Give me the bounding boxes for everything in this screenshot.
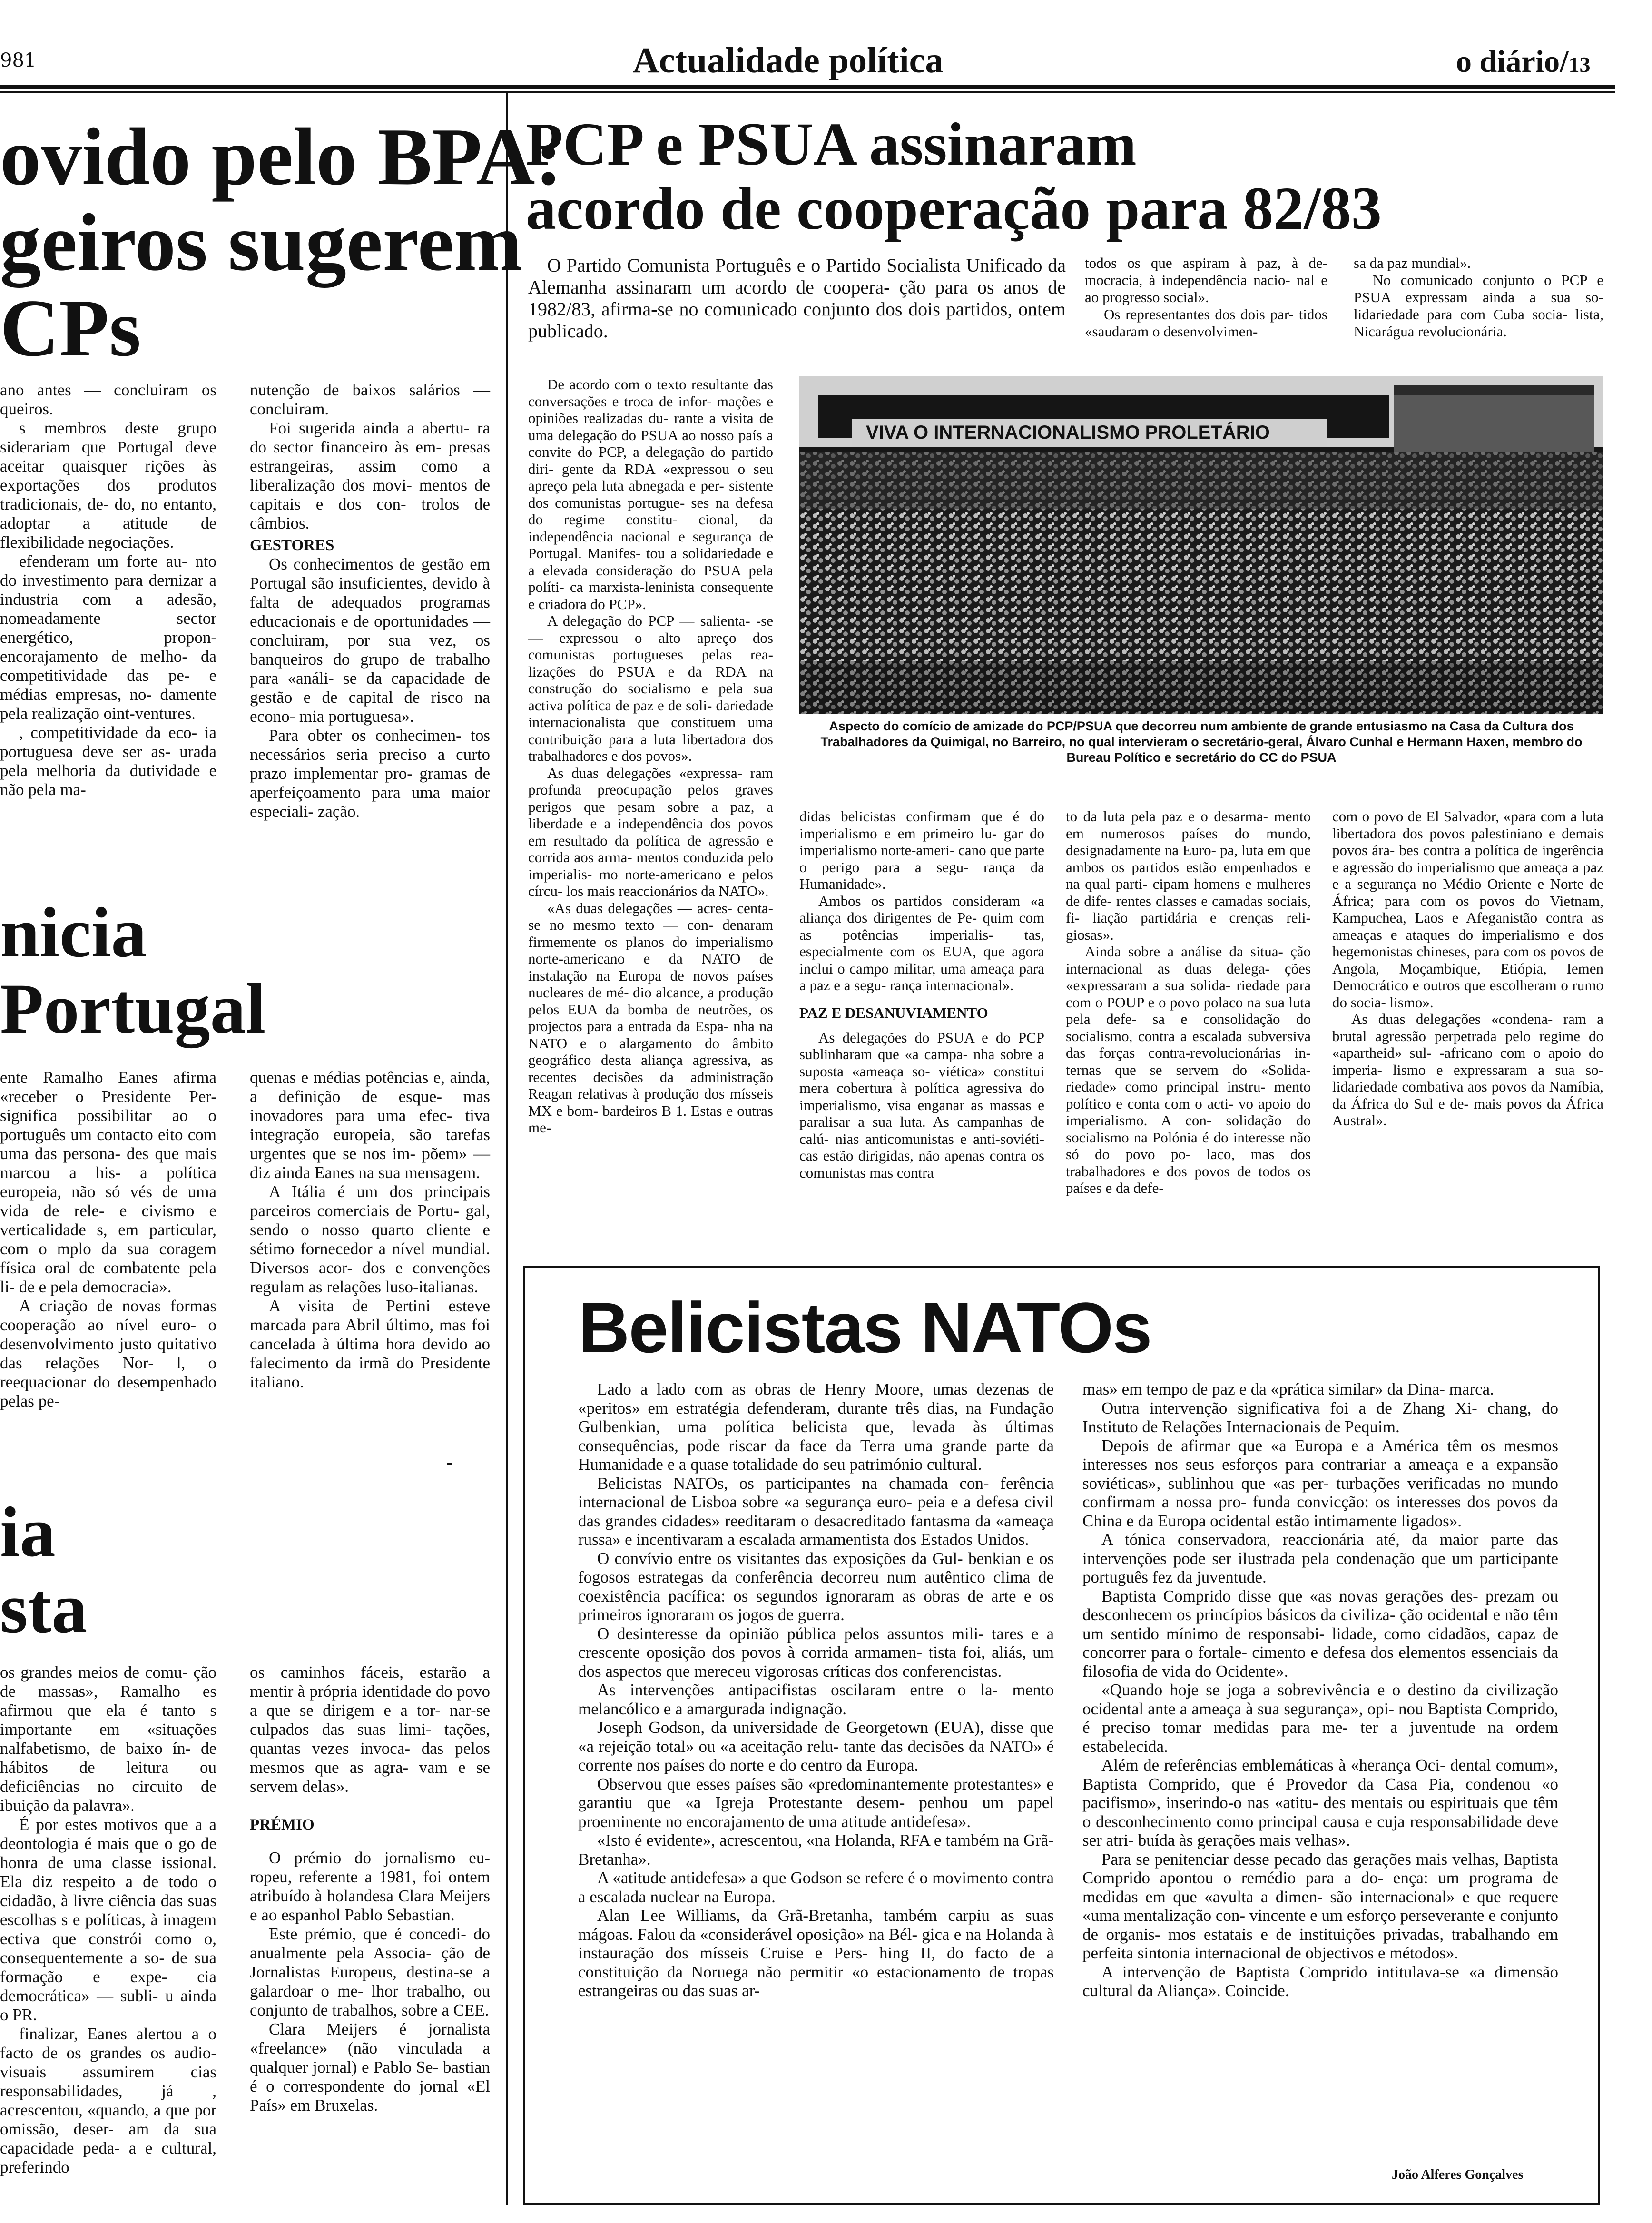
paragraph: De acordo com o texto resultante das conversações e troca de infor- mações e opiniões realizadas du- rante a visita de uma delegação do PSUA ao nosso país a convite do PCP, a delegação do partido diri- gente da RDA «expressou o seu apreço pela luta abnegada e per- sistente dos comunistas portugue- ses na defesa do regime constitu- cional, da independência nacional e segurança de Portugal. Manifes- tou a solidariedade e a elevada consideração do PSUA pela políti- ca marxista-leninista consequente e criadora do PCP».: [528, 376, 773, 612]
paragraph: sa da paz mundial».: [1354, 255, 1471, 271]
article-end-mark: [447, 1463, 452, 1465]
section-title: Actualidade política: [633, 40, 944, 80]
paragraph: A delegação do PCP — salienta- -se — expressou o alto apreço dos comunistas portugueses pelas rea- lizações do PSUA e da RDA na construção do socialismo e pela sua activa política de paz e de soli- dariedade internacionalista que constituem uma contribuição para a luta libertadora dos trabalhadores e dos povos».: [528, 612, 773, 764]
paragraph: «Isto é evidente», acrescentou, «na Holanda, RFA e também na Grã-Bretanha».: [578, 1831, 1054, 1869]
byline: João Alferes Gonçalves: [1392, 2167, 1524, 2182]
left-top-headline-3: CPs: [0, 283, 141, 374]
paragraph: finalizar, Eanes alertou a o facto de os grandes os audio-visuais assumirem cias responsabilidades, já , acrescentou, «quando, a que por omissão, deser- am da sua capacidade peda- a e cultural, preferindo: [0, 2025, 216, 2176]
subhead-premio: PRÉMIO: [250, 1816, 315, 1833]
paragraph: A tónica conservadora, reaccionária até, da maior parte das intervenções pode ser ilustrada pela condenação que um participante português fez da juventude.: [1082, 1530, 1558, 1586]
paragraph: Joseph Godson, da universidade de Georgetown (EUA), disse que «a rejeição total» ou «a aceitação relu- tante das decisões da NATO» é corrente nos países do norte e do centro da Europa.: [578, 1718, 1054, 1774]
paragraph: Ambos os partidos consideram «a aliança dos dirigentes de Pe- quim com as potências imperialis- tas, especialmente com os EUA, que agora inclui o campo militar, uma ameaça para a paz e a segu- rança internacional».: [799, 892, 1044, 993]
paragraph: «As duas delegações — acres- centa-se no mesmo texto — con- denaram firmemente os planos do imperialismo norte-americano e da NATO de instalação na Europa de novos países nucleares de mé- dio alcance, a produção pelos EUA da bomba de neutrões, os projectos para a entrada da Espa- nha na NATO e o alargamento do âmbito geográfico desta aliança agressiva, as recentes decisões da administração Reagan relativas à produção dos mísseis MX e bom- bardeiros B 1. Estas e outras me-: [528, 899, 773, 1136]
left-top-headline-2: geiros sugerem: [0, 197, 522, 288]
paragraph: A intervenção de Baptista Comprido intitulava-se «a dimensão cultural da Aliança». Coincide.: [1082, 1962, 1558, 2000]
left-bottom-headline-1: ia: [0, 1493, 56, 1572]
paragraph: ano antes — concluiram os queiros.: [0, 381, 216, 418]
paragraph: As duas delegações «condena- ram a brutal agressão perpetrada pelo regime do «apartheid» sul- -africano com o apoio do imperia- lismo e expressaram a sua so- lidariedade combativa aos povos da Namíbia, da África do Sul e de- mais povos da África Austral».: [1332, 1011, 1603, 1129]
paragraph: Os conhecimentos de gestão em Portugal são insuficientes, devido à falta de adequados programas educacionais e de oportunidades — concluiram, por sua vez, os banqueiros do grupo de trabalho para «análi- se da capacidade de gestão e de capital de risco na econo- mia portuguesa».: [250, 555, 490, 726]
rally-photo: [799, 376, 1603, 714]
paragraph: mas» em tempo de paz e da «prática similar» da Dina- marca.: [1082, 1380, 1494, 1398]
paragraph: As duas delegações «expressa- ram profunda preocupação pelos graves perigos que pesam sobre a paz, a liberdade e a independência dos povos em resultado da política de agressão e corrida aos arma- mentos conduzida pelo imperialis- mo norte-americano e pelos círcu- los mais reaccionários da NATO».: [528, 764, 773, 899]
lead-paragraph: O Partido Comunista Português e o Partido Socialista Unificado da Alemanha assinaram um acordo de coopera- ção para os anos de 1982/83, afirma-se no comunicado conjunto dos dois partidos, ontem publicado.: [528, 255, 1066, 342]
paragraph: Outra intervenção significativa foi a de Zhang Xi- chang, do Instituto de Relações Internacionais de Pequim.: [1082, 1398, 1558, 1436]
photo-caption: Aspecto do comício de amizade do PCP/PSUA que decorreu num ambiente de grande entusiasmo na Casa da Cultura dos Trabalhadores da Quimigal, no Barreiro, no qual intervieram o secretário-geral, Álvaro Cunhal e Hermann Haxen, membro do Bureau Político e secretário do CC do PSUA: [820, 719, 1583, 765]
pcp-top-col3: [1085, 255, 1328, 340]
page-separator: /: [1560, 44, 1569, 79]
left-mid-col1: [0, 1068, 216, 1411]
photo-banner-text: VIVA O INTERNACIONALISMO PROLETÁRIO: [866, 422, 1270, 443]
column-divider: [506, 93, 508, 2205]
pcp-headline-2: acordo de cooperação para 82/83: [526, 175, 1382, 242]
pcp-headline-1: PCP e PSUA assinaram: [526, 110, 1137, 178]
masthead-rule: [0, 85, 1615, 89]
left-bottom-col2: [250, 1663, 490, 2115]
paragraph: Lado a lado com as obras de Henry Moore, umas dezenas de «peritos» em estratégia defenderam, durante três dias, na Fundação Gulbenkian, uma política belicista que, levada às últimas consequências, pode riscar da face da Terra uma grande parte da Humanidade e a quase totalidade do seu património cultural.: [578, 1380, 1054, 1474]
pcp-col2: [799, 808, 1044, 1181]
masthead-date: 981: [0, 49, 37, 71]
paragraph: As delegações do PSUA e do PCP sublinharam que «a campa- nha sobre a suposta «ameaça so- viética» constitui mera cobertura à política agressiva do imperialismo, visa enganar as massas e paralisar a sua luta. As campanhas de calú- nias anticomunistas e anti-soviéti- cas estão dirigidas, não apenas contra os comunistas mas contra: [799, 1029, 1044, 1181]
paragraph: quenas e médias potências e, ainda, a definição de esque- mas inovadores para uma efec- tiva integração europeia, são tarefas urgentes que se nos im- põem» — diz ainda Eanes na sua mensagem.: [250, 1068, 490, 1182]
paragraph: Clara Meijers é jornalista «freelance» (não vinculada a qualquer jornal) e Pablo Se- bastian é o correspondente do jornal «El País» em Bruxelas.: [250, 2020, 490, 2115]
paragraph: É por estes motivos que a a deontologia é mais que o go de honra de uma classe issional. Ela diz respeito a de todo o cidadão, à livre ciência das suas escolhas s e políticas, à imagem ectiva que constrói como o, consequentemente a so- de sua formação e expe- cia democrática» — subli- u ainda o PR.: [0, 1815, 216, 2024]
paragraph: ente Ramalho Eanes afirma «receber o Presidente Per- significa possibilitar ao o português um contacto eito com uma das persona- des que mais marcou a his- a política europeia, não só vés de uma vida de rele- e civismo e verticalidade s, em particular, com o mplo da sua coragem física oral de combatente pela li- de e pela democracia».: [0, 1068, 216, 1296]
paragraph: s membros deste grupo siderariam que Portugal deve aceitar quaisquer rições às exportações dos produtos tradicionais, de- do, no entanto, adoptar a atitude de flexibilidade negociações.: [0, 419, 216, 551]
subhead-paz: PAZ E DESANUVIAMENTO: [799, 1004, 988, 1021]
paragraph: Os representantes dos dois par- tidos «saudaram o desenvolvimen-: [1085, 306, 1328, 340]
paragraph: , competitividade da eco- ia portuguesa deve ser as- urada pela melhoria da dutividade e não pela ma-: [0, 723, 216, 799]
left-top-col2: [250, 381, 490, 821]
paragraph: «Quando hoje se joga a sobrevivência e o destino da civilização ocidental ante a ameaça à sua segurança», opi- nou Baptista Comprido, é preciso tomar medidas para me- ter a juventude na ordem estabelecida.: [1082, 1681, 1558, 1756]
left-bottom-col1: [0, 1663, 216, 2177]
rally-crowd-image: [799, 376, 1603, 714]
subhead-gestores: GESTORES: [250, 537, 334, 554]
paragraph: Observou que esses países são «predominantemente protestantes» e garantiu que «a Igreja Protestante desem- penhou um papel proeminente no encorajamento de uma atitude antidefesa».: [578, 1774, 1054, 1831]
left-mid-col2: [250, 1068, 490, 1392]
masthead-rule-thin: [0, 91, 1615, 93]
left-mid-headline-2: Portugal: [0, 969, 266, 1048]
pcp-col4: [1332, 808, 1603, 1129]
belicistas-headline: Belicistas NATOs: [578, 1288, 1151, 1367]
paragraph: Este prémio, que é concedi- do anualmente pela Associa- ção de Jornalistas Europeus, destina-se a galardoar o me- lhor trabalho, ou conjunto de trabalhos, sobre a CEE.: [250, 1925, 490, 2019]
paragraph: No comunicado conjunto o PCP e PSUA expressam ainda a sua so- lidariedade para com Cuba socia- lista, Nicarágua revolucionária.: [1354, 272, 1603, 340]
paper-name: [1456, 44, 1591, 80]
paragraph: didas belicistas confirmam que é do imperialismo e em primeiro lu- gar do imperialismo norte-ameri- cano que parte o perigo para a segu- rança da Humanidade».: [799, 808, 1044, 892]
paragraph: to da luta pela paz e o desarma- mento em numerosos países do mundo, designadamente na Euro- pa, luta em que ambos os partidos estão empenhados e na qual parti- cipam homens e mulheres de dife- rentes classes e camadas sociais, fi- liação partidária e crenças reli- giosas».: [1066, 808, 1311, 943]
left-top-headline-1: ovido pelo BPA:: [0, 112, 562, 202]
paragraph: A visita de Pertini esteve marcada para Abril último, mas foi cancelada à última hora devido ao falecimento da irmã do Presidente italiano.: [250, 1297, 490, 1391]
paragraph: O desinteresse da opinião pública pelos assuntos mili- tares e a crescente oposição dos povos à corrida armamen- tista foi, aliás, um dos aspectos que mereceu vigorosas críticas dos conferencistas.: [578, 1624, 1054, 1681]
paragraph: os grandes meios de comu- ção de massas», Ramalho es afirmou que ela é tanto s importante em «situações nalfabetismo, de baixo ín- de hábitos de leitura ou deficiências no circuito de ibuição da palavra».: [0, 1663, 216, 1815]
left-mid-headline-1: nicia: [0, 893, 147, 972]
paragraph: Além de referências emblemáticas à «herança Oci- dental comum», Baptista Comprido, que é Provedor da Casa Pia, condenou «o pacifismo», inserindo-o nas «atitu- des mentais ou espirituais que têm o desconhecimento como principal causa e cuja responsabilidade deve ser atri- buída às gerações mais velhas».: [1082, 1756, 1558, 1849]
pcp-col1: [528, 376, 773, 1136]
paragraph: A Itália é um dos principais parceiros comerciais de Portu- gal, sendo o nosso quarto cliente e sétimo fornecedor a nível mundial. Diversos acor- dos e convenções regulam as relações luso-italianas.: [250, 1182, 490, 1296]
paragraph: Baptista Comprido disse que «as novas gerações des- prezam ou desconhecem os princípios básicos da civiliza- ção ocidental e não têm um sentido mínimo de responsabi- lidade, como cidadãos, capaz de concorrer para o fortale- cimento e defesa dos elementos essenciais da filosofia de vida do Ocidente».: [1082, 1586, 1558, 1681]
paragraph: com o povo de El Salvador, «para com a luta libertadora dos povos palestiniano e demais povos ára- bes contra a política de ingerência e agressão do imperialismo que ameaça a paz e a segurança no Médio Oriente e Norte de África; para com os povos do Vietnam, Kampuchea, Laos e Afeganistão contra as ameaças e ataques do imperialismo e dos hegemonistas chineses, para com os povos de Angola, Moçambique, Etiópia, Iemen Democrático e outros que escolheram o rumo do socia- lismo».: [1332, 808, 1603, 1011]
paragraph: O convívio entre os visitantes das exposições da Gul- benkian e os fogosos estrategas da conferência decorreu num autêntico clima de coexistência pacífica: os segundos ignoraram as obras de arte e os primeiros ignoraram os jogos de guerra.: [578, 1549, 1054, 1624]
paragraph: efenderam um forte au- nto do investimento para dernizar a industria com a adesão, nomeadamente sector energético, propon- encorajamento de melho- da competitividade das pe- e médias empresas, no- damente pela realização oint-ventures.: [0, 552, 216, 723]
paragraph: todos os que aspiram à paz, à de- mocracia, à independência nacio- nal e ao progresso social».: [1085, 255, 1328, 305]
paragraph: Para se penitenciar desse pecado das gerações mais velhas, Baptista Comprido apontou o remédio para a do- ença: um programa de medidas em que «avulta a dimen- são internacional» e que requere «uma mentalização con- vincente e um esforço perseverante e conjunto de organis- mos estatais e de instituições privadas, trabalhando em perfeita sintonia internacional de objectivos e métodos».: [1082, 1849, 1558, 1962]
paper-title: o diário: [1456, 44, 1560, 79]
paragraph: A «atitude antidefesa» a que Godson se refere é o movimento contra a escalada nuclear na Europa.: [578, 1869, 1054, 1906]
belicistas-col1: [578, 1380, 1054, 2000]
paragraph: Para obter os conhecimen- tos necessários seria preciso a curto prazo implementar pro- gramas de aperfeiçoamento para uma maior especiali- zação.: [250, 726, 490, 821]
paragraph: As intervenções antipacifistas oscilaram entre o la- mento melancólico e a amargurada indignação.: [578, 1681, 1054, 1718]
paragraph: Ainda sobre a análise da situa- ção internacional as duas delega- ções «expressaram a sua solida- riedade para com o POUP e o povo polaco na sua luta pela defe- sa e consolidação do socialismo, contra a escalada subversiva das forças contra-revolucionárias in- ternas que se servem do «Solida- riedade» como principal instru- mento político e conta com o acti- vo apoio do imperialismo. A con- solidação do socialismo na Polónia é do interesse não só do povo po- laco, mas dos trabalhadores e dos povos de todos os países e da defe-: [1066, 943, 1311, 1196]
pcp-col3: [1066, 808, 1311, 1197]
paragraph: O prémio do jornalismo eu- ropeu, referente a 1981, foi ontem atribuído à holandesa Clara Meijers e ao espanhol Pablo Sebastian.: [250, 1849, 490, 1924]
paragraph: Belicistas NATOs, os participantes na chamada con- ferência internacional de Lisboa sobre «a segurança euro- peia e a defesa civil das grandes cidades» reeditaram o desacreditado fantasma da «ameaça russa» e incentivaram a escalada armamentista dos Estados Unidos.: [578, 1474, 1054, 1549]
paragraph: Depois de afirmar que «a Europa e a América têm os mesmos interesses nos seus esforços para contrariar a ameaça e a expansão soviéticas», sublinhou que «as per- turbações verificadas no mundo confirmam a nossa pro- funda convicção: os interesses dos povos da China e da Europa ocidental estão intimamente ligados».: [1082, 1436, 1558, 1530]
paragraph: Foi sugerida ainda a abertu- ra do sector financeiro às em- presas estrangeiras, assim como a liberalização dos movi- mentos de capitais e dos con- trolos de câmbios.: [250, 419, 490, 532]
paragraph: nutenção de baixos salários — concluiram.: [250, 381, 490, 418]
paragraph: os caminhos fáceis, estarão a mentir à própria identidade do povo a que se dirigem e a tor- nar-se culpados das suas limi- tações, quantas vezes invoca- das pelos mesmos que as agra- vam e se servem delas».: [250, 1663, 490, 1796]
paragraph: A criação de novas formas cooperação ao nível euro- o desenvolvimento justo quitativo das relações Nor- l, o reequacionar do desempenhado pelas pe-: [0, 1297, 216, 1410]
paragraph: Alan Lee Williams, da Grã-Bretanha, também carpiu as suas mágoas. Falou da «considerável oposição» na Bél- gica e na Holanda à instauração dos mísseis Cruise e Pers- hing II, do facto de a constituição da Noruega não permitir «o estacionamento de tropas estrangeiras ou das suas ar-: [578, 1906, 1054, 2000]
left-top-col1: [0, 381, 216, 799]
pcp-top-col4: [1354, 255, 1603, 340]
belicistas-col2: [1082, 1380, 1558, 2000]
pcp-lead: [528, 255, 1066, 342]
page-number: 13: [1568, 52, 1591, 77]
left-bottom-headline-2: sta: [0, 1569, 88, 1648]
